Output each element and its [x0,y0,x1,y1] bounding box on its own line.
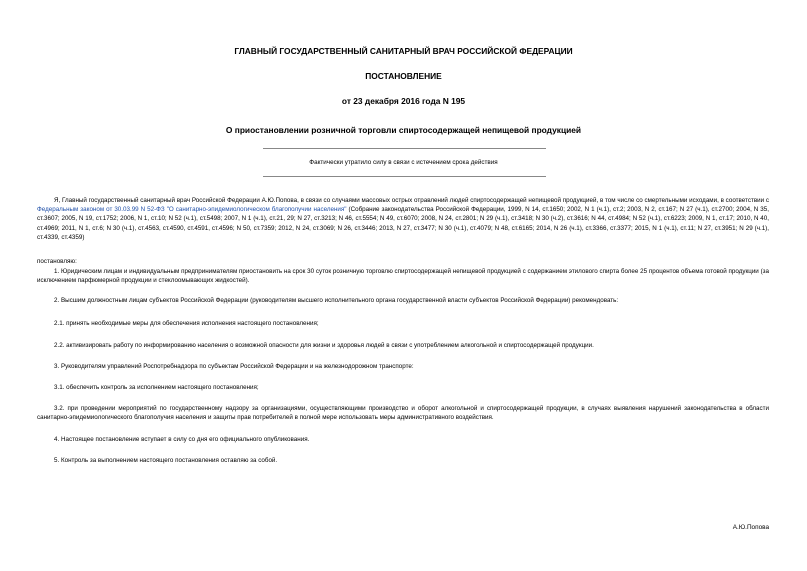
federal-law-link[interactable]: Федеральным законом от 30.03.99 N 52-ФЗ "О санитарно-эпидемиологическом благополучии населения" [37,206,347,214]
preamble-text-end: (Собрание законодательства Российской Федерации, 1999, N 14, ст.1650; 2002, N 1 (ч.1), ст.2; 2003, N 2, ст.167; N 27 (ч.1), ст.2700; 2004, N 35, ст.3607; 2005, N 19, ст.1752; 2006, N 1, ст.10; N 52 (ч.1), ст.5498; 2007, N 1 (ч.1), ст.21, 29; N 27, ст.3213; N 46, ст.5554; N 49, ст.6070; 2008, N 24, ст.2801; N 29 (ч.1), ст.3418; N 30 (ч.2), ст.3616; N 44, ст.4984; N 52 (ч.1), ст.6223; 2009, N 1, ст.17; 2010, N 40, ст.4969; 2011, N 1, ст.6; N 30 (ч.1), ст.4563, ст.4590, ст.4591, ст.4596; N 50, ст.7359; 2012, N 24, ст.3069; N 26, ст.3446; 2013, N 27, ст.3477; N 30 (ч.1), ст.4079; N 48, ст.6165; 2014, N 26 (ч.1), ст.3366, ст.3377; 2015, N 1 (ч.1), ст.11; N 27, ст.3951; N 29 (ч.1), ст.4339, ст.4359) [37,206,769,241]
divider-top [263,148,546,149]
clause-5: 5. Контроль за выполнением настоящего постановления оставляю за собой. [54,457,278,464]
signature: А.Ю.Попова [732,524,769,531]
status-note: Фактически утратило силу в связи с истечением срока действия [309,159,498,166]
clause-2: 2. Высшим должностным лицам субъектов Российской Федерации (руководителям высшего исполнительного органа государственной власти субъектов Российской Федерации) рекомендовать: [54,297,619,304]
divider-bottom [263,176,546,177]
document-type: ПОСТАНОВЛЕНИЕ [365,71,442,81]
clause-3: 3. Руководителям управлений Роспотребнадзора по субъектам Российской Федерации и на железнодорожном транспорте: [54,363,414,370]
issuing-authority: ГЛАВНЫЙ ГОСУДАРСТВЕННЫЙ САНИТАРНЫЙ ВРАЧ РОССИЙСКОЙ ФЕДЕРАЦИИ [234,46,573,56]
resolves-label: постановляю: [37,258,77,265]
clause-1: 1. Юридическим лицам и индивидуальным предпринимателям приостановить на срок 30 суток розничную торговлю спиртосодержащей непищевой продукцией с содержанием этилового спирта более 25 процентов объема готовой продукции (за исключением парфюмерной продукции и стеклоомывающих жидкостей). [37,268,769,285]
clause-2-1: 2.1. принять необходимые меры для обеспечения исполнения настоящего постановления; [54,320,319,327]
clause-3-2: 3.2. при проведении мероприятий по государственному надзору за организациями, осуществляющими производство и оборот алкогольной и спиртосодержащей продукции, в случаях выявления нарушений законодательства в области санитарно-эпидемиологического благополучия населения и защиты прав потребителей в полной мере использовать меры административного воздействия. [37,405,769,422]
clause-4: 4. Настоящее постановление вступает в силу со дня его официального опубликования. [54,436,310,443]
clause-3-1: 3.1. обеспечить контроль за исполнением настоящего постановления; [54,384,259,391]
document-date-number: от 23 декабря 2016 года N 195 [341,96,466,106]
preamble-paragraph [37,196,769,242]
preamble-text-start: Я, Главный государственный санитарный врач Российской Федерации А.Ю.Попова, в связи со случаями массовых острых отравлений людей спиртосодержащей непищевой продукцией, в том числе со смертельными исходами, в соответствии с [54,197,769,204]
document-title: О приостановлении розничной торговли спиртосодержащей непищевой продукцией [225,125,582,135]
clause-2-2: 2.2. активизировать работу по информированию населения о возможной опасности для жизни и здоровья людей в связи с употреблением алкогольной и спиртосодержащей продукции. [54,342,594,349]
